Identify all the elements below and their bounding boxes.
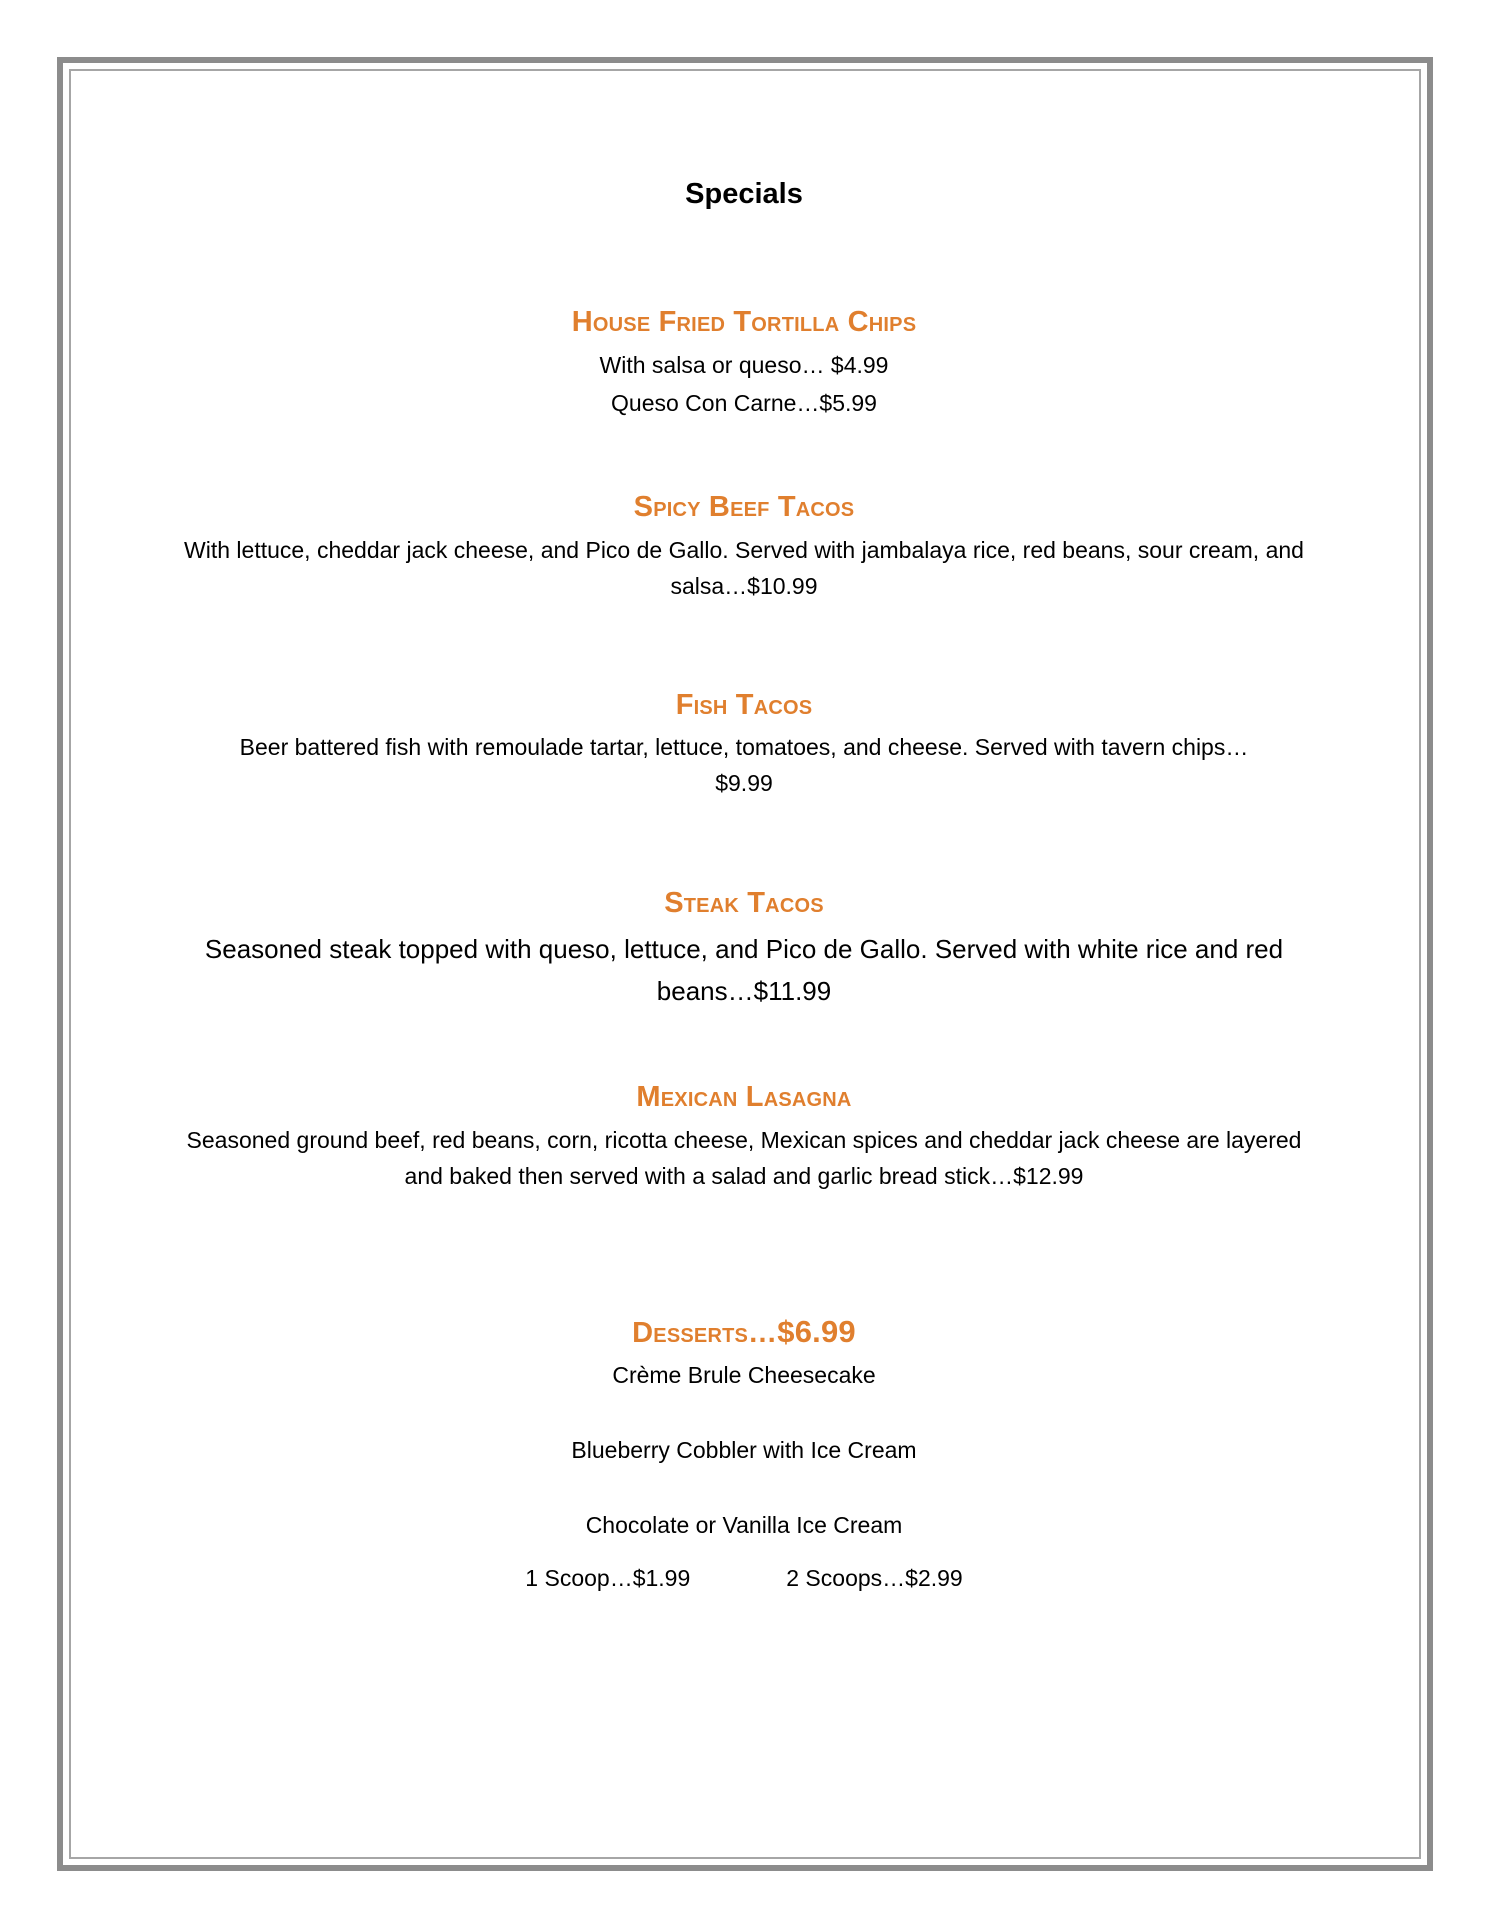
dessert-item: Chocolate or Vanilla Ice Cream — [585, 1512, 903, 1538]
section-heading-spicy-beef-tacos: Spicy Beef Tacos — [633, 491, 855, 523]
section-heading-steak-tacos: Steak Tacos — [664, 887, 824, 919]
steak-tacos-description: Seasoned steak topped with queso, lettuce, and Pico de Gallo. Served with white rice and red beans…$11.99 — [204, 934, 1284, 1006]
dessert-item: Crème Brule Cheesecake — [612, 1362, 876, 1388]
desserts-price: $6.99 — [777, 1314, 856, 1349]
desserts-heading-label: Desserts… — [632, 1317, 778, 1349]
section-heading-chips: House Fried Tortilla Chips — [571, 306, 917, 338]
section-heading-desserts — [0, 1314, 1488, 1350]
chips-line-2: Queso Con Carne…$5.99 — [611, 390, 877, 416]
page-title: Specials — [685, 178, 803, 210]
scoop-price-2: 2 Scoops…$2.99 — [786, 1565, 963, 1591]
scoop-price-1: 1 Scoop…$1.99 — [525, 1565, 691, 1591]
spicy-beef-tacos-description: With lettuce, cheddar jack cheese, and Pico de Gallo. Served with jambalaya rice, red beans, sour cream, and salsa…$10.99 — [184, 537, 1304, 599]
dessert-item: Blueberry Cobbler with Ice Cream — [571, 1437, 917, 1463]
section-heading-fish-tacos: Fish Tacos — [675, 689, 813, 721]
section-heading-mexican-lasagna: Mexican Lasagna — [636, 1081, 852, 1113]
scoop-prices — [0, 1565, 1488, 1592]
chips-line-1: With salsa or queso… $4.99 — [599, 352, 889, 378]
mexican-lasagna-description: Seasoned ground beef, red beans, corn, ricotta cheese, Mexican spices and cheddar jack cheese are layered and baked then served with a salad and garlic bread stick…$12.99 — [186, 1127, 1302, 1189]
fish-tacos-description: Beer battered fish with remoulade tartar, lettuce, tomatoes, and cheese. Served with tavern chips…$9.99 — [239, 734, 1249, 796]
